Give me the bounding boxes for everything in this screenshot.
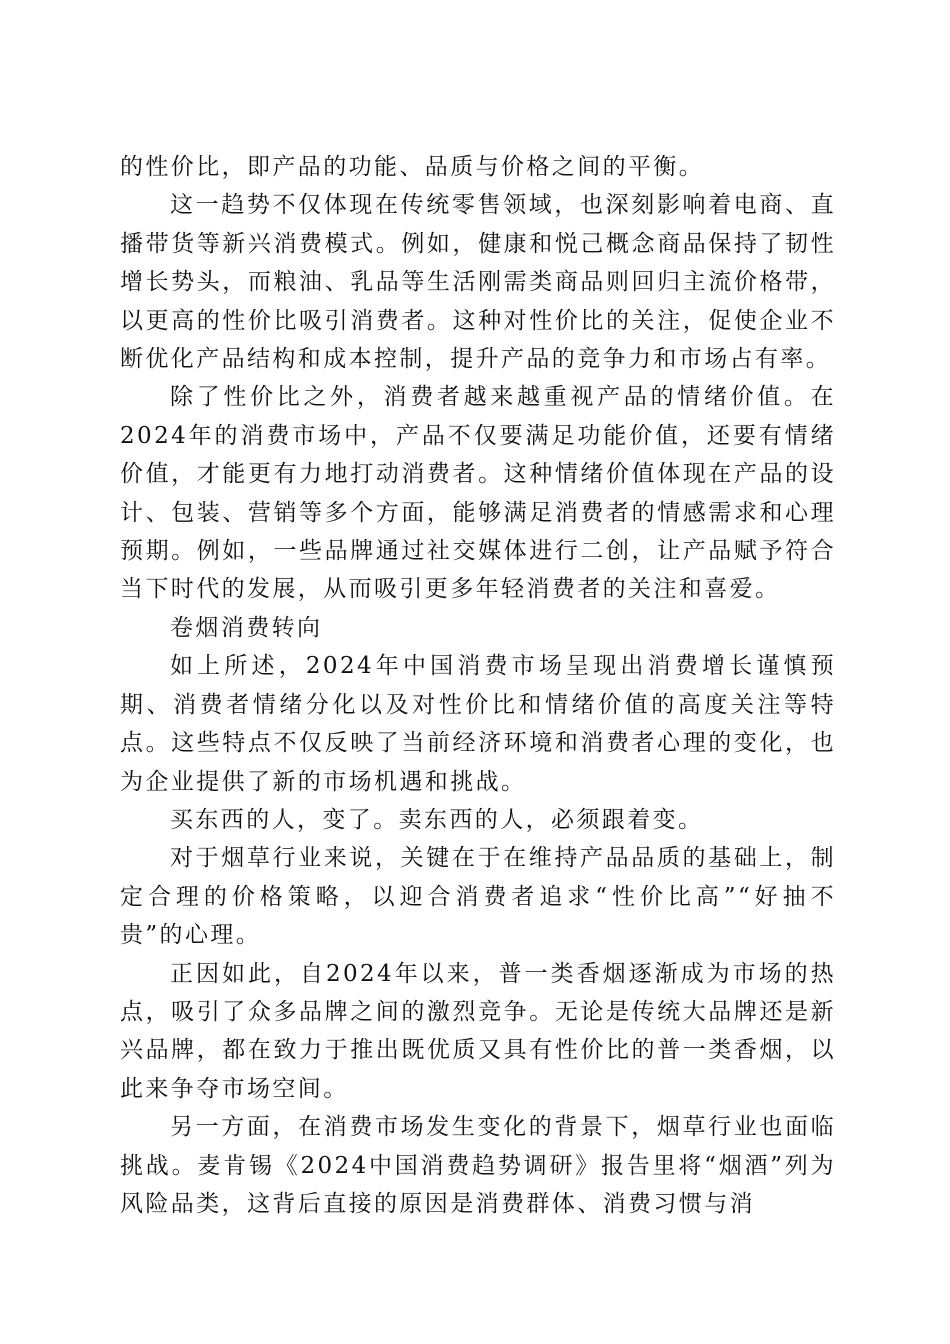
- paragraph-industry-challenges: 另一方面，在消费市场发生变化的背景下，烟草行业也面临挑战。麦肯锡《2024中国消费趋势调研》报告里将“烟酒”列为风险品类，这背后直接的原因是消费群体、消费习惯与消: [120, 1114, 836, 1217]
- paragraph-emotional-value: 除了性价比之外，消费者越来越重视产品的情绪价值。在2024年的消费市场中，产品不仅要满足功能价值，还要有情绪价值，才能更有力地打动消费者。这种情绪价值体现在产品的设计、包装、营销等多个方面，能够满足消费者的情感需求和心理预期。例如，一些品牌通过社交媒体进行二创，让产品赋予符合当下时代的发展，从而吸引更多年轻消费者的关注和喜爱。: [120, 384, 836, 603]
- paragraph-buyers-changed: 买东西的人，变了。卖东西的人，必须跟着变。: [170, 806, 704, 833]
- paragraph-continued: 的性价比，即产品的功能、品质与价格之间的平衡。: [120, 154, 705, 180]
- paragraph-tobacco-pricing: 对于烟草行业来说，关键在于在维持产品品质的基础上，制定合理的价格策略，以迎合消费者追求“性价比高”“好抽不贵”的心理。: [120, 845, 836, 949]
- section-heading-cigarette-consumption: 卷烟消费转向: [170, 614, 323, 641]
- paragraph-market-summary: 如上所述，2024年中国消费市场呈现出消费增长谨慎预期、消费者情绪分化以及对性价比和情绪价值的高度关注等特点。这些特点不仅反映了当前经济环境和消费者心理的变化，也为企业提供了新的市场机遇和挑战。: [120, 653, 836, 795]
- document-body: [120, 148, 836, 1223]
- paragraph-class-one-cigarettes: 正因如此，自2024年以来，普一类香烟逐渐成为市场的热点，吸引了众多品牌之间的激烈竞争。无论是传统大品牌还是新兴品牌，都在致力于推出既优质又具有性价比的普一类香烟，以此来争夺市场空间。: [120, 960, 836, 1102]
- paragraph-trend-retail: 这一趋势不仅体现在传统零售领域，也深刻影响着电商、直播带货等新兴消费模式。例如，健康和悦己概念商品保持了韧性增长势头，而粮油、乳品等生活刚需类商品则回归主流价格带，以更高的性价比吸引消费者。这种对性价比的关注，促使企业不断优化产品结构和成本控制，提升产品的竞争力和市场占有率。: [120, 192, 836, 373]
